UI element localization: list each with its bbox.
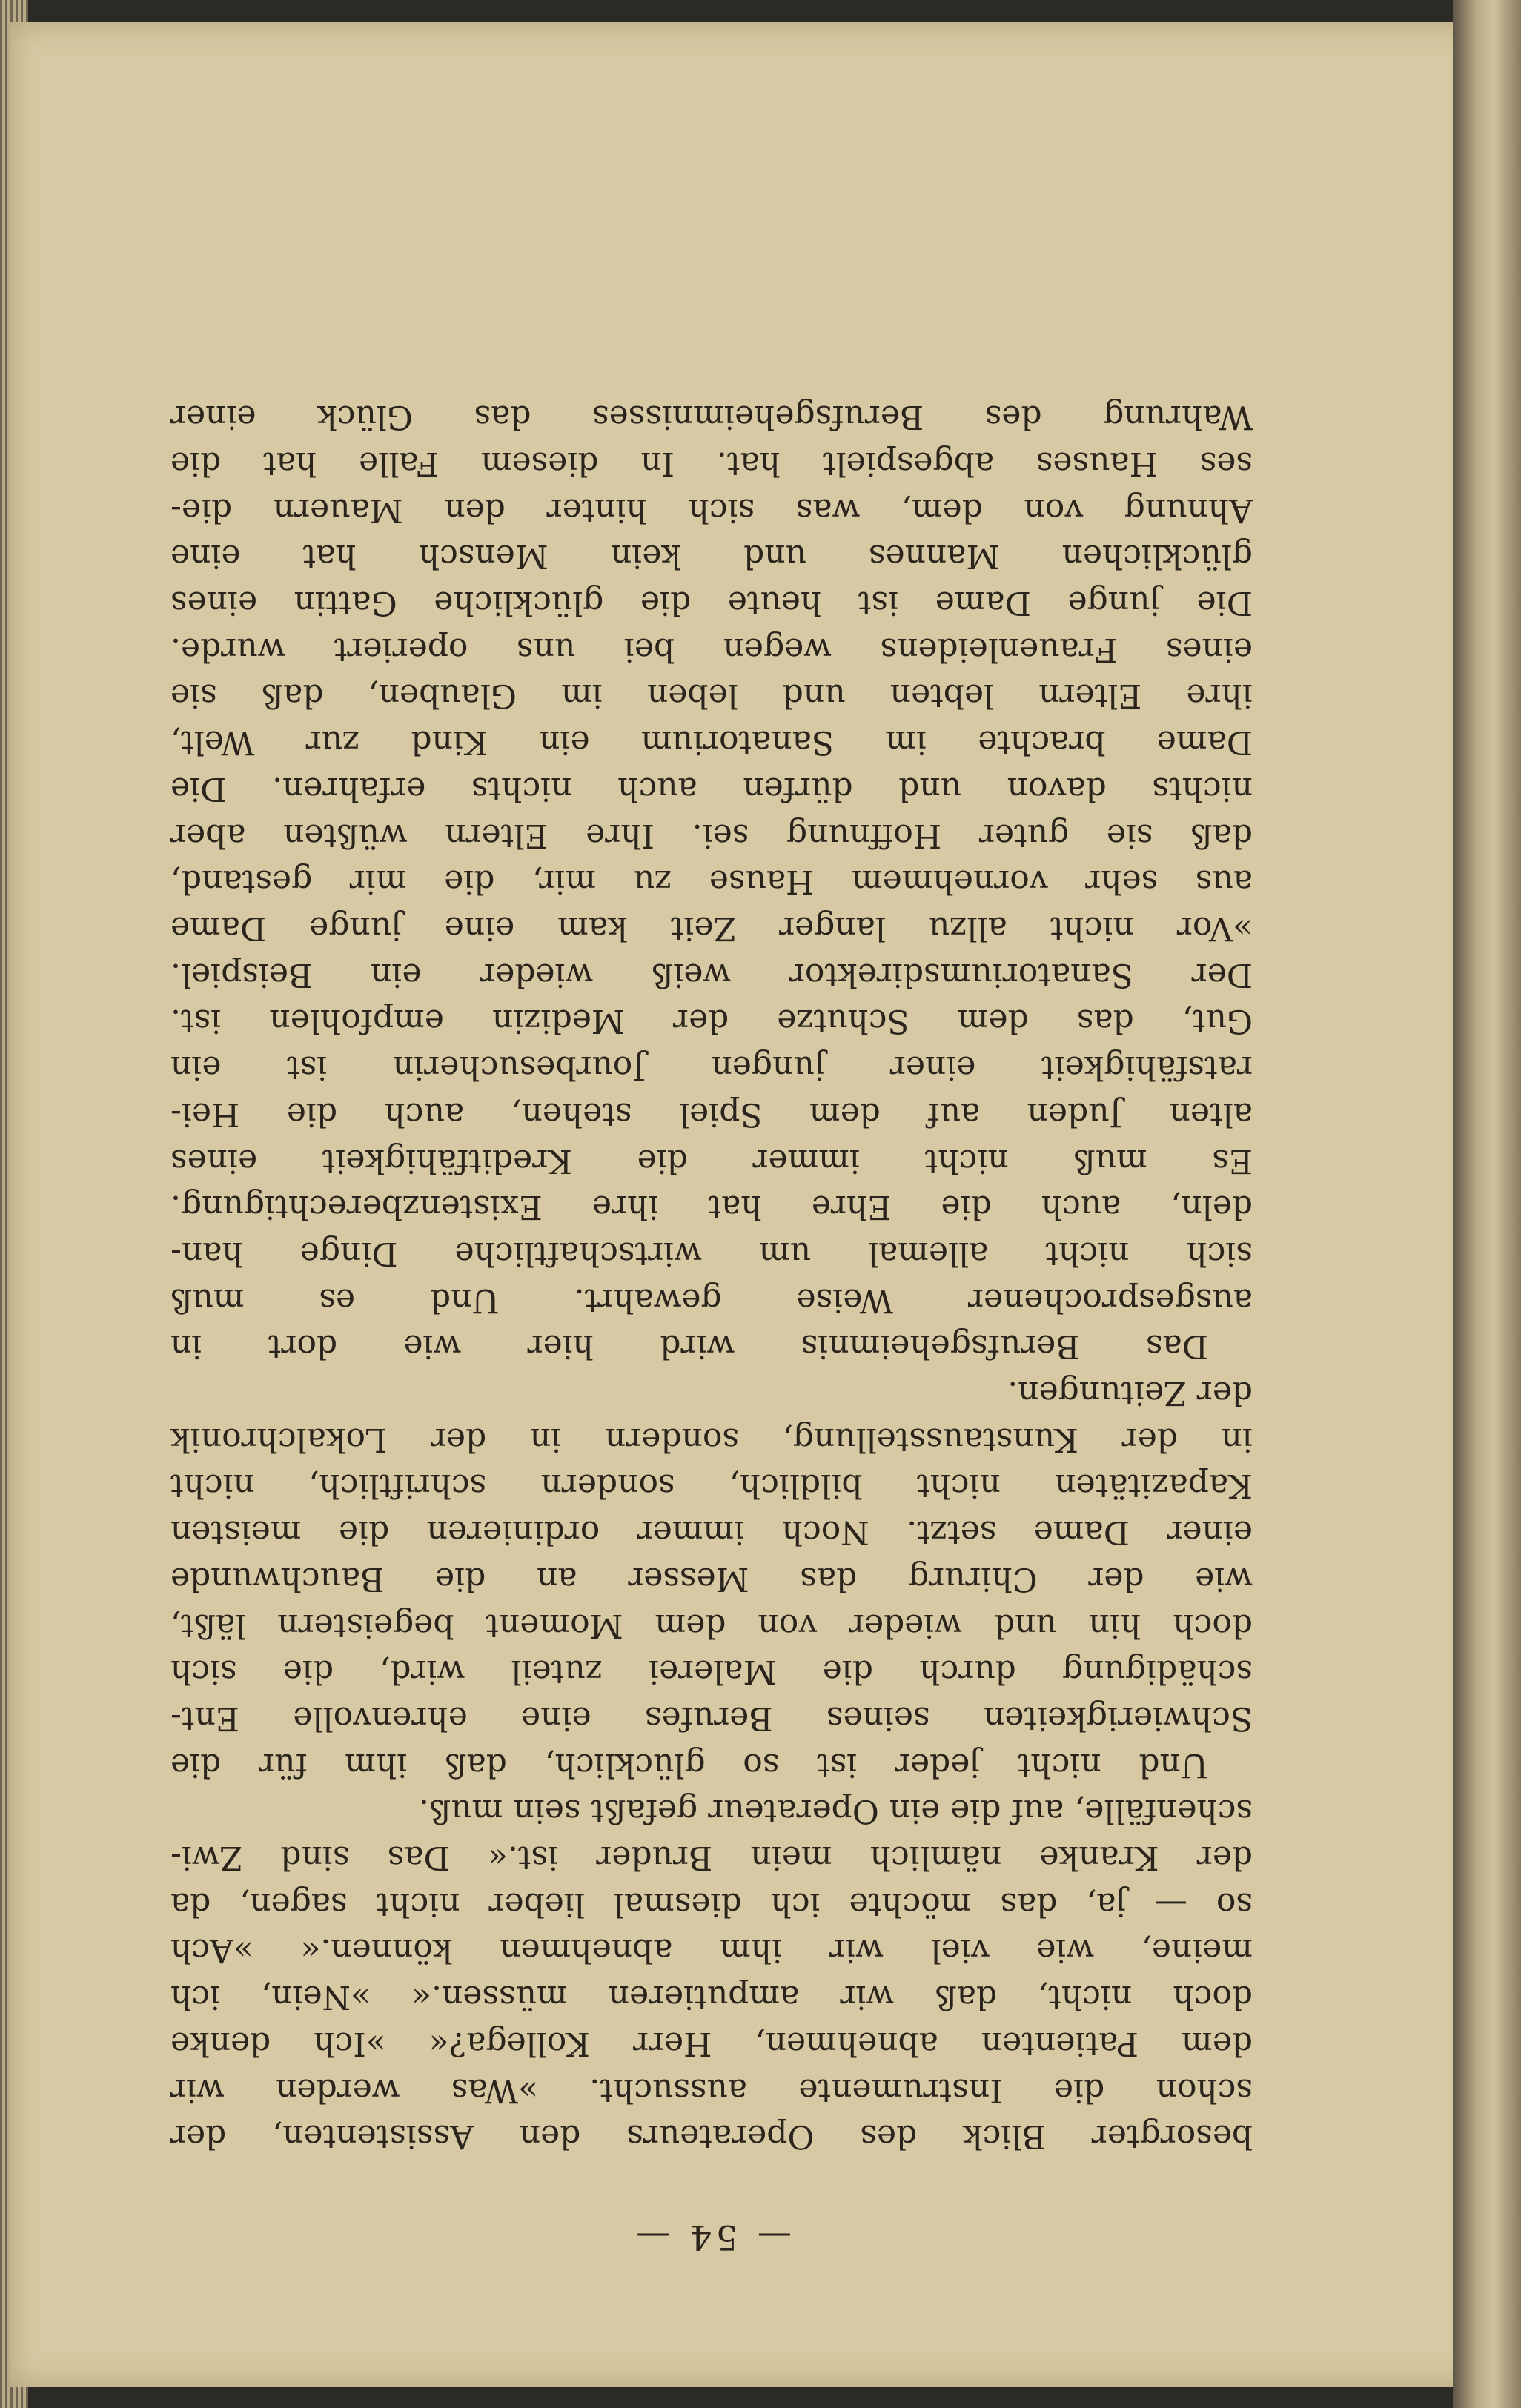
text-line: in der Kunstausstellung, sondern in der Lokalchronik	[170, 1420, 1253, 1459]
page-number: — 54 —	[632, 2218, 792, 2258]
text-line: Kapazitäten nicht bildlich, sondern schriftlich, nicht	[170, 1467, 1253, 1505]
text-line: ratsfähigkeit einer jungen Jourbesucherin ist ein	[170, 1049, 1253, 1087]
text-line: ihre Eltern lebten und leben im Glauben, daß sie	[170, 677, 1253, 715]
text-line: Wahrung des Berufsgeheimnisses das Glück einer	[170, 398, 1253, 437]
text-line: sich nicht allemal um wirtschaftliche Dinge han-	[170, 1234, 1253, 1273]
text-line: Schwierigkeiten seines Berufes eine ehrenvolle Ent-	[170, 1699, 1253, 1737]
text-line: daß sie guter Hoffnung sei. Ihre Eltern wüßten aber	[170, 816, 1253, 855]
text-line: doch hin und wieder von dem Moment begeistern läßt,	[170, 1606, 1253, 1645]
text-line: wie der Chirurg das Messer an die Bauchwunde	[170, 1559, 1253, 1598]
text-line: Und nicht jeder ist so glücklich, daß ihm für die	[170, 1745, 1208, 1784]
paragraph-1	[170, 1788, 1253, 2160]
text-line: ses Hauses abgespielt hat. In diesem Falle hat die	[170, 444, 1253, 482]
text-line: Gut, das dem Schutze der Medizin empfohlen ist.	[170, 1002, 1253, 1041]
text-line: aus sehr vornehmem Hause zu mir, die mir gestand,	[170, 863, 1253, 901]
text-line: schenfälle, auf die ein Operateur gefaßt sein muß.	[418, 1792, 1253, 1831]
text-line: einer Dame setzt. Noch immer ordinieren die meisten	[170, 1513, 1253, 1552]
text-line: Dame brachte im Sanatorium ein Kind zur Welt,	[170, 723, 1253, 762]
text-line: deln, auch die Ehre hat ihre Existenzberechtigung.	[170, 1188, 1253, 1227]
text-line: »Vor nicht allzu langer Zeit kam eine junge Dame	[170, 909, 1253, 948]
paragraph-3	[170, 394, 1253, 1370]
text-line: nichts davon und dürfen auch nichts erfahren. Die	[170, 769, 1253, 808]
printed-text-block	[170, 304, 1253, 2261]
text-line: der Kranke nämlich mein Bruder ist.« Das sind Zwi-	[170, 1839, 1253, 1877]
text-line: Die junge Dame ist heute die glückliche Gattin eines	[170, 584, 1253, 623]
text-line: Der Sanatoriumsdirektor weiß wieder ein Beispiel.	[170, 955, 1253, 994]
text-line: der Zeitungen.	[1007, 1374, 1253, 1413]
text-line: eines Frauenleidens wegen bei uns operiert wurde.	[170, 630, 1253, 669]
text-line: doch nicht, daß wir amputieren müssen.« »Nein, ich	[170, 1978, 1253, 2017]
text-line: ausgesprochener Weise gewahrt. Und es muß	[170, 1281, 1253, 1319]
text-line: schon die Instrumente aussucht. »Was werden wir	[170, 2071, 1253, 2109]
book-spine-edge	[1453, 0, 1521, 2408]
text-line: Das Berufsgeheimnis wird hier wie dort in	[170, 1327, 1208, 1366]
text-line: alten Juden auf dem Spiel stehen, auch die Hei-	[170, 1095, 1253, 1133]
text-line: Es muß nicht immer die Kreditfähigkeit eines	[170, 1141, 1253, 1180]
text-line: schädigung durch die Malerei zuteil wird, die sich	[170, 1653, 1253, 1691]
text-line: so — ja, das möchte ich diesmal lieber nicht sagen, da	[170, 1885, 1253, 1923]
text-line: Ahnung von dem, was sich hinter den Mauern die-	[170, 491, 1253, 529]
text-line: dem Patienten abnehmen, Herr Kollega?« »Ich denke	[170, 2024, 1253, 2063]
text-line: glücklichen Mannes und kein Mensch hat eine	[170, 537, 1253, 576]
text-line: besorgter Blick des Operateurs den Assistenten, der	[170, 2117, 1253, 2156]
paragraph-2	[170, 1369, 1253, 1787]
text-line: meine, wie viel wir ihm abnehmen können.« »Ach	[170, 1931, 1253, 1970]
